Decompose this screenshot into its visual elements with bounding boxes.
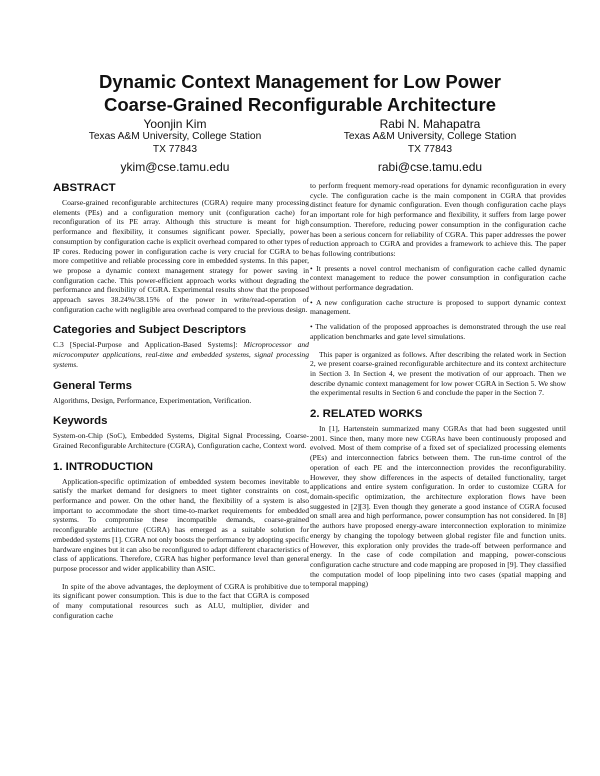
paper-title <box>40 70 560 116</box>
keywords-heading: Keywords <box>53 415 108 428</box>
author-name: Yoonjin Kim <box>143 117 207 131</box>
introduction-paragraph-1: Application-specific optimization of embedded system becomes inevitable to satisfy the market demand for designers to meet tighter constraints on cost, performance and power. On the other hand, the flexibility of a system is also important to accommodate the short time-to-market requirements for embedded systems. To compromise these incompatible demands, coarse-grained reconfigurable architecture (CGRA) has emerged as a suitable solution for embedded systems [1]. CGRA not only boosts the performance by adopting specific hardware engines but it can also be reconfigured to adapt different characteristics of class of applications. Therefore, CGRA has higher performance level than general purpose processor and wider applicability than ASIC. <box>53 476 309 573</box>
categories-heading: Categories and Subject Descriptors <box>53 324 247 337</box>
introduction-paragraph-3: This paper is organized as follows. After describing the related work in Section 2, we present coarse-grained reconfigurable architecture and its context architecture in Section 3. In Section 4, we present the motivation of our approach. Then we describe dynamic context management for low power CGRA in Section 5. We show the experimental results in Section 6 and conclude the paper in the Section 7. <box>310 349 566 398</box>
abstract-text: Coarse-grained reconfigurable architectures (CGRA) require many processing elements (PEs) and a configuration memory unit (configuration cache) for reconfiguration of its PE array. Although this structure is meant for high performance and flexibility, it consumes significant power. Specially, power consumption by configuration cache is explicit overhead compared to other types of IP cores. Reducing power in configuration cache is very crucial for CGRA to be more competitive and reliable processing core in embedded systems. In this paper, we propose a dynamic context management strategy for power saving in configuration cache. This power-efficient approach works without degrading the performance and flexibility of CGRA. Experimental results show that the proposed approach saves 38.24%/38.15% of the power in write/read-operation of configuration cache with negligible area overhead compared to the previous design. <box>53 198 309 314</box>
contribution-bullet-2: • A new configuration cache structure is proposed to support dynamic context management. <box>310 297 566 317</box>
author-name: Rabi N. Mahapatra <box>379 117 481 131</box>
author-email[interactable]: rabi@cse.tamu.edu <box>377 160 483 175</box>
categories-text <box>53 340 309 369</box>
categories-code: C.3 [Special-Purpose and Application-Based Systems]: <box>53 340 238 350</box>
title-line-2: Coarse-Grained Reconfigurable Architecture <box>103 94 497 115</box>
right-column <box>310 181 566 761</box>
abstract-heading: ABSTRACT <box>53 182 116 194</box>
contribution-bullet-3: • The validation of the proposed approaches is demonstrated through the use real application benchmarks and gate level simulations. <box>310 322 566 341</box>
related-works-paragraph-1: In [1], Hartenstein summarized many CGRAs that had been suggested until 2001. Since then, many more new CGRAs have been continuously proposed and evolved. Most of them comprise of a fixed set of specialized processing elements (PEs) and interconnection fabrics between them. The run-time control of the operation of each PE and the interconnection provides the reconfigurability. However, they show differences in the aspects of detailed functionality, target applications and entire system configuration. In order to customize CGRA for domain-specific optimization, the architecture exploration flows have been suggested in [2][3]. Even though they generate a good instance of CGRA focused on small area and high performance, power consumption has not considered. In [8] the authors have proposed energy-aware interconnection exploration to minimize energy by changing the topology between global register file and function units. However, this exploration only provides the trade-off between performance and energy. In the case of code compilation and mapping, power-conscious configuration cache structure and code mapping are proposed in [9]. They classified the computation model of loop pipelining into two cases (spatial mapping and temporal mapping) <box>310 424 566 589</box>
keywords-text: System-on-Chip (SoC), Embedded Systems, Digital Signal Processing, Coarse-Grained Reconfigurable Architecture (CGRA), Configuration cache, Context word. <box>53 431 309 450</box>
contribution-bullet-1: • It presents a novel control mechanism of configuration cache called dynamic context management to reduce the power consumption in configuration cache without performance degradation. <box>310 263 566 293</box>
author-affiliation: Texas A&M University, College Station <box>88 131 262 142</box>
title-line-1: Dynamic Context Management for Low Power <box>99 71 501 92</box>
author-email[interactable]: ykim@cse.tamu.edu <box>120 160 230 175</box>
introduction-paragraph-2-continued: to perform frequent memory-read operations for dynamic reconfiguration in every cycle. The configuration cache is the main component in CGRA that provides distinct feature for dynamic configuration. Even though configuration cache plays an important role for high performance and flexibility, it suffers from large power consumption. Therefore, reducing power consumption in the configuration cache has been a serious concern for reliability of CGRA. This paper addresses the power reduction approach to CGRA and provides a framework to achieve this. The paper has following contributions: <box>310 181 566 258</box>
author-location: TX 77843 <box>407 143 453 155</box>
author-block-2 <box>330 117 530 175</box>
general-terms-heading: General Terms <box>53 379 132 392</box>
categories-descriptors: Microprocessor and microcomputer applications, real-time and embedded systems, signal processing systems. <box>53 340 309 369</box>
left-column <box>53 182 309 762</box>
author-block-1 <box>75 117 275 175</box>
author-location: TX 77843 <box>152 143 198 155</box>
introduction-paragraph-2: In spite of the above advantages, the deployment of CGRA is prohibitive due to its significant power consumption. This is due to the fact that CGRA is composed of many computational resources such as ALU, multiplier, divider and configuration cache <box>53 581 309 620</box>
introduction-heading: 1. INTRODUCTION <box>53 460 153 473</box>
author-affiliation: Texas A&M University, College Station <box>343 131 517 142</box>
general-terms-text: Algorithms, Design, Performance, Experimentation, Verification. <box>53 395 252 405</box>
related-works-heading: 2. RELATED WORKS <box>310 408 423 421</box>
